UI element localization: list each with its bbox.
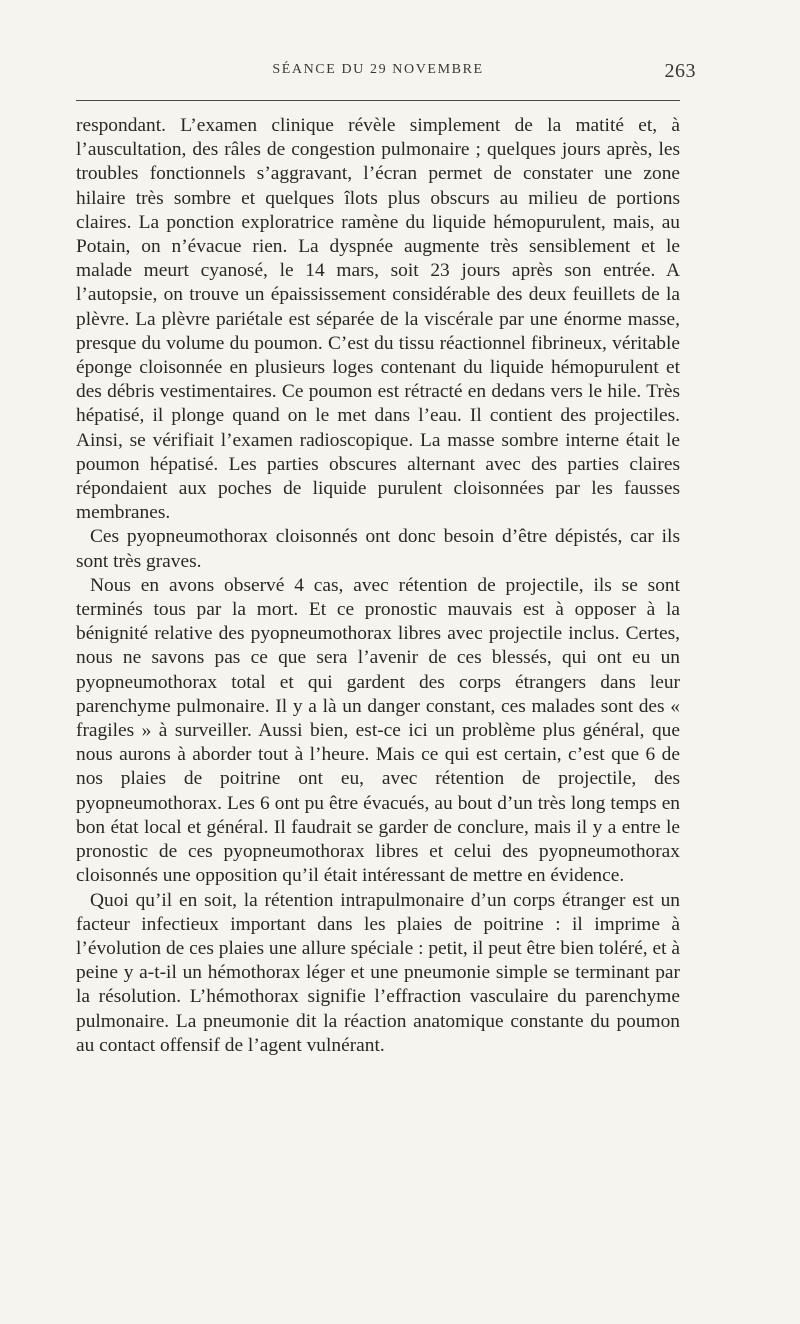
paragraph: Ces pyopneumothorax cloisonnés ont donc besoin d’être dépistés, car ils sont très graves.	[76, 526, 680, 572]
paragraph-continued: respondant. L’examen clinique révèle simplement de la matité et, à l’auscultation, des râles de congestion pulmonaire ; quelques jours après, les troubles fonctionnels s’aggravant, l’écran permet de constater une zone hilaire très sombre et quelques îlots plus obscurs au milieu de portions claires. La ponction exploratrice ramène du liquide hémopurulent, mais, au Potain, on n’évacue rien. La dyspnée augmente très sensiblement et le malade meurt cyanosé, le 14 mars, soit 23 jours après son entrée. A l’autopsie, on trouve un épaississement considérable des deux feuillets de la plèvre. La plèvre pariétale est séparée de la viscérale par une énorme masse, presque du volume du poumon. C’est du tissu réactionnel fibrineux, véritable éponge cloisonnée en plusieurs loges contenant du liquide hémopurulent et des débris vestimentaires. Ce poumon est rétracté en dedans vers le hile. Très hépatisé, il plonge quand on le met dans l’eau. Il contient des projectiles. Ainsi, se vérifiait l’examen radioscopique. La masse sombre interne était le poumon hépatisé. Les parties obscures alternant avec des parties claires répondaient aux poches de liquide purulent cloisonnées par les fausses membranes.	[76, 115, 680, 524]
paragraph: Quoi qu’il en soit, la rétention intrapulmonaire d’un corps étranger est un facteur infectieux important dans les plaies de poitrine : il imprime à l’évolution de ces plaies une allure spéciale : petit, il peut être bien toléré, et à peine y a-t-il un hémothorax léger et une pneumonie simple se terminant par la résolution. L’hémothorax signifie l’effraction vasculaire du parenchyme pulmonaire. La pneumonie dit la réaction anatomique constante du poumon au contact offensif de l’agent vulnérant.	[76, 889, 680, 1056]
paragraph: Nous en avons observé 4 cas, avec rétention de projectile, ils se sont terminés tous par la mort. Et ce pronostic mauvais est à opposer à la bénignité relative des pyopneumothorax libres avec projectile inclus. Certes, nous ne savons pas ce que sera l’avenir de ces blessés, qui ont eu un pyopneumothorax total et qui gardent des corps étrangers dans leur parenchyme pulmonaire. Il y a là un danger constant, ces malades sont des « fragiles » à surveiller. Aussi bien, est-ce ici un problème plus général, que nous aurons à aborder tout à l’heure. Mais ce qui est certain, c’est que 6 de nos plaies de poitrine ont eu, avec rétention de projectile, des pyopneumothorax. Les 6 ont pu être évacués, au bout d’un très long temps en bon état local et général. Il faudrait se garder de conclure, mais il y a entre le pronostic de ces pyopneumothorax libres et celui des pyopneumothorax cloisonnés une opposition qu’il était intéressant de mettre en évidence.	[76, 574, 680, 887]
running-head: SÉANCE DU 29 NOVEMBRE	[272, 62, 484, 77]
page-number: 263	[664, 60, 696, 82]
page-header	[76, 60, 696, 90]
body-text	[76, 114, 680, 1058]
header-rule	[76, 100, 680, 101]
